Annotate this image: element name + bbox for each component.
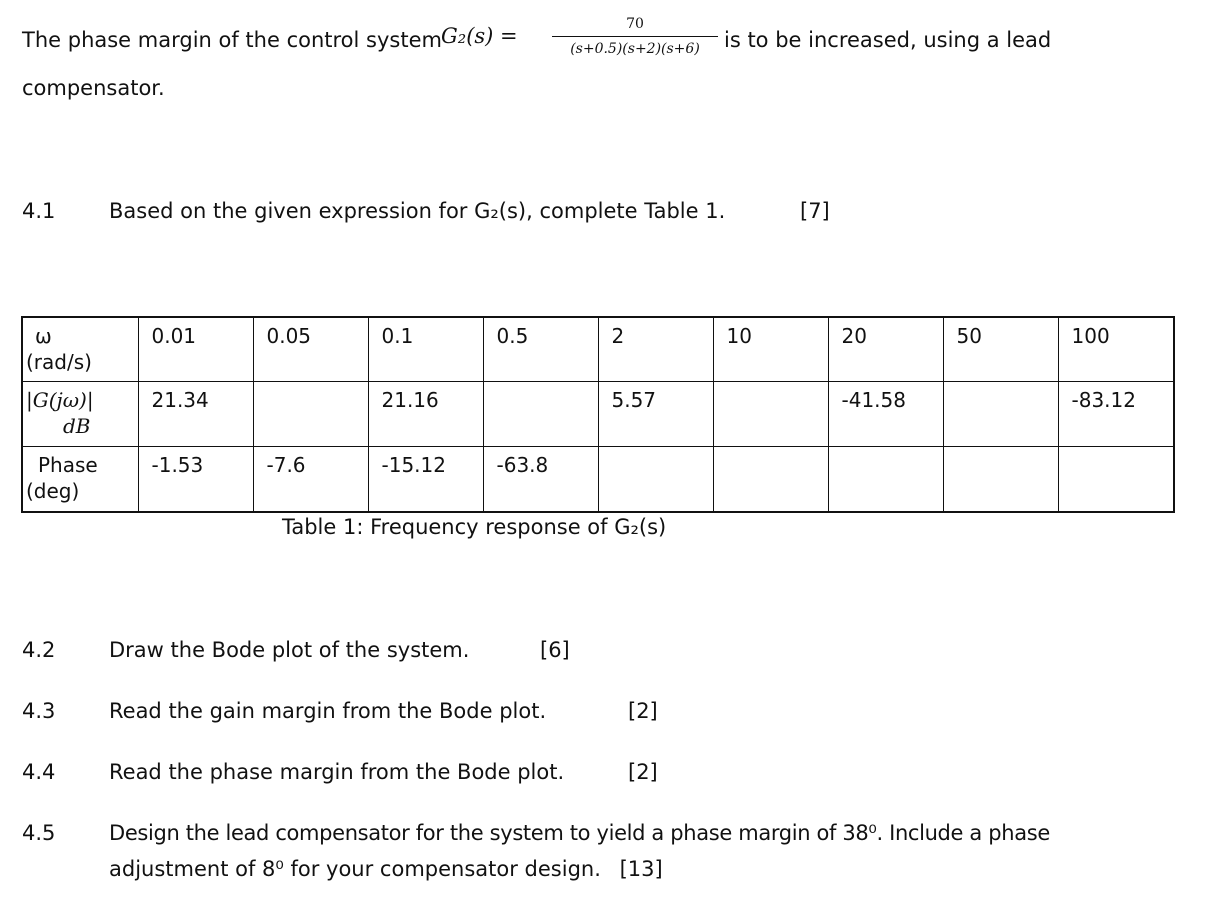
- magnitude-unit: dB: [63, 413, 91, 438]
- table-cell: 21.34: [138, 381, 253, 446]
- table-cell: [943, 381, 1058, 446]
- magnitude-symbol: |G(jω)|: [26, 387, 94, 412]
- table-cell: [828, 446, 943, 512]
- table-cell: 20: [828, 317, 943, 381]
- question-marks-4-1: [7]: [800, 199, 830, 223]
- question-text-4-5-line1: Design the lead compensator for the system to yield a phase margin of 38⁰. Include a phase: [109, 821, 1050, 845]
- table-cell: -41.58: [828, 381, 943, 446]
- table-cell: 0.01: [138, 317, 253, 381]
- table-cell: [943, 446, 1058, 512]
- table-cell: 2: [598, 317, 713, 381]
- table-cell: 0.5: [483, 317, 598, 381]
- table-cell: 100: [1058, 317, 1174, 381]
- phase-header-cell: [22, 446, 138, 512]
- question-text-4-5-line2: [109, 857, 663, 881]
- question-number-4-2: 4.2: [22, 638, 56, 662]
- phase-label: Phase: [38, 452, 98, 477]
- table-cell: [1058, 446, 1174, 512]
- magnitude-header-cell: [22, 381, 138, 446]
- intro-lead-text: The phase margin of the control system: [22, 28, 442, 52]
- question-marks-4-2: [6]: [540, 638, 570, 662]
- question-text-4-2: Draw the Bode plot of the system.: [109, 638, 470, 662]
- question-marks-4-4: [2]: [628, 760, 658, 784]
- fraction-bar: [552, 36, 718, 37]
- omega-unit: (rad/s): [26, 350, 92, 374]
- table-cell: [713, 381, 828, 446]
- transfer-function-lhs: G₂(s) =: [441, 24, 518, 48]
- intro-line-2: compensator.: [22, 76, 165, 100]
- question-number-4-1: 4.1: [22, 199, 56, 223]
- table-cell: [483, 381, 598, 446]
- table-cell: [713, 446, 828, 512]
- table-cell: 21.16: [368, 381, 483, 446]
- question-text-4-5-line2-text: adjustment of 8⁰ for your compensator design.: [109, 857, 601, 881]
- table-caption: Table 1: Frequency response of G₂(s): [282, 515, 667, 539]
- table-cell: [253, 381, 368, 446]
- table-cell: -7.6: [253, 446, 368, 512]
- table-cell: 10: [713, 317, 828, 381]
- intro-text: [22, 28, 442, 52]
- question-number-4-5: 4.5: [22, 821, 56, 845]
- table-cell: 5.57: [598, 381, 713, 446]
- fraction-denominator: (s+0.5)(s+2)(s+6): [570, 41, 700, 57]
- table-row-frequency: [22, 317, 1174, 381]
- table-cell: 0.1: [368, 317, 483, 381]
- frequency-response-table: [21, 316, 1175, 513]
- table-cell: -15.12: [368, 446, 483, 512]
- question-marks-4-5: [13]: [619, 857, 663, 881]
- intro-tail-text: is to be increased, using a lead: [724, 28, 1052, 52]
- transfer-function-fraction: [552, 14, 718, 58]
- question-number-4-3: 4.3: [22, 699, 56, 723]
- table-cell: -63.8: [483, 446, 598, 512]
- table-cell: 0.05: [253, 317, 368, 381]
- question-text-4-4: Read the phase margin from the Bode plot.: [109, 760, 565, 784]
- table-row-magnitude: [22, 381, 1174, 446]
- phase-unit: (deg): [26, 478, 80, 503]
- table-cell: -83.12: [1058, 381, 1174, 446]
- omega-header-cell: [22, 317, 138, 381]
- fraction-numerator: 70: [626, 16, 644, 32]
- table-cell: 50: [943, 317, 1058, 381]
- question-marks-4-3: [2]: [628, 699, 658, 723]
- question-text-4-3: Read the gain margin from the Bode plot.: [109, 699, 547, 723]
- table-cell: -1.53: [138, 446, 253, 512]
- table-row-phase: [22, 446, 1174, 512]
- question-number-4-4: 4.4: [22, 760, 56, 784]
- question-text-4-1: Based on the given expression for G₂(s), complete Table 1.: [109, 199, 726, 223]
- table-cell: [598, 446, 713, 512]
- omega-symbol: ω: [35, 324, 52, 348]
